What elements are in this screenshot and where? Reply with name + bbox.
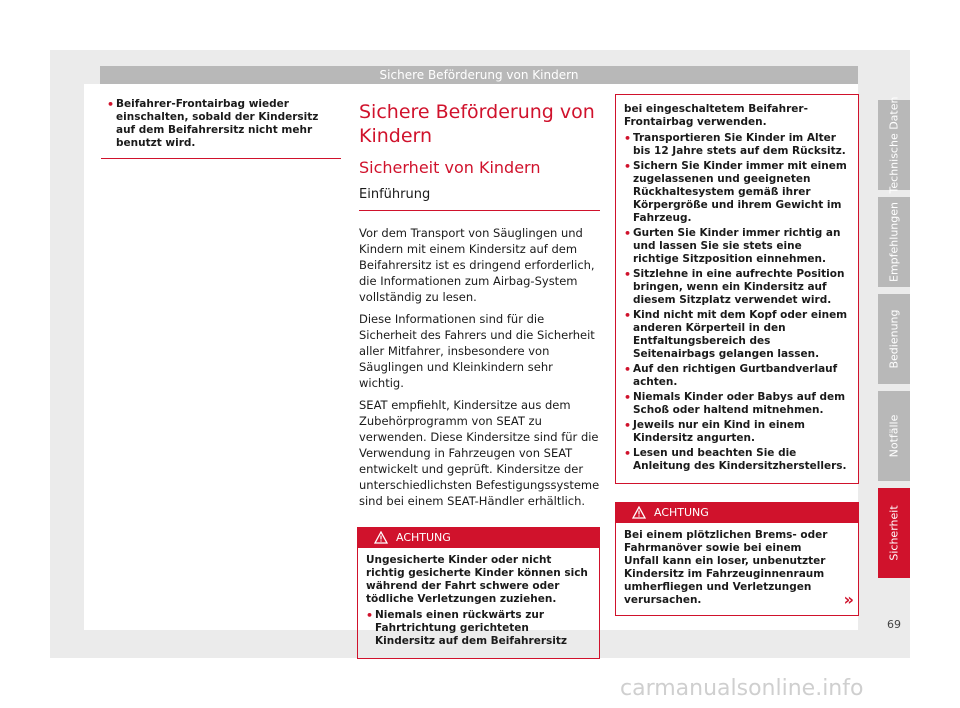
list-item: [624, 227, 850, 266]
bullet-icon: •: [624, 363, 632, 376]
bullet-text: Auf den richtigen Gurtbandverlauf achten.: [633, 363, 838, 388]
warning-body: [358, 548, 599, 658]
page-number: 69: [887, 618, 901, 631]
bullet-text: Sitzlehne in eine aufrechte Position bringen, wenn ein Kindersitz auf diesem Sitzplatz verwendet wird.: [633, 268, 845, 306]
bullet-icon: •: [624, 132, 632, 145]
warning-body: [616, 523, 858, 615]
tab-label: Bedienung: [887, 309, 901, 369]
warning-box: [615, 502, 859, 616]
column-left: [101, 94, 341, 159]
bullet-icon: •: [107, 98, 115, 111]
warning-triangle-icon: [374, 531, 388, 544]
bullet-text: Niemals einen rückwärts zur Fahrtrichtung gerichteten Kindersitz auf dem Beifahrersitz: [375, 609, 567, 647]
tab-sicherheit[interactable]: [878, 488, 910, 578]
list-item: [107, 98, 335, 150]
tab-empfehlungen[interactable]: [878, 197, 910, 287]
list-item: [366, 609, 591, 648]
list-item: [624, 132, 850, 158]
list-item: [624, 160, 850, 225]
warning-header: [358, 528, 599, 548]
intro-text: bei eingeschaltetem Beifahrer-Frontairbag verwenden.: [624, 103, 808, 128]
continue-arrow-icon: »: [843, 590, 854, 609]
tab-label: Technische Daten: [887, 96, 901, 194]
bullet-icon: •: [624, 160, 632, 173]
bullet-text: Lesen und beachten Sie die Anleitung des Kindersitzherstellers.: [633, 447, 847, 472]
paragraph: SEAT empfiehlt, Kindersitze aus dem Zubehörprogramm von SEAT zu verwenden. Diese Kindersitze sind für die Verwendung in Fahrzeugen von SEAT entwickelt und geprüft. Kindersitze der unterschiedlichsten Befestigungssysteme sind bei einem SEAT-Händler erhältlich.: [359, 398, 600, 508]
bullet-icon: •: [624, 309, 632, 322]
list-item: [624, 268, 850, 307]
bullet-text: Transportieren Sie Kinder im Alter bis 12 Jahre stets auf dem Rücksitz.: [633, 132, 846, 157]
warning-triangle-icon: [632, 506, 646, 519]
warning-text: Ungesicherte Kinder oder nicht richtig gesicherte Kinder können sich während der Fahrt schwere oder tödliche Verletzungen zuziehen.: [366, 554, 588, 605]
bullet-text: Niemals Kinder oder Babys auf dem Schoß oder haltend mitnehmen.: [633, 391, 846, 416]
subsubsection-title: Einführung: [359, 186, 600, 211]
bullet-icon: •: [624, 268, 632, 281]
section-title: Sichere Beförderung von Kindern: [359, 101, 595, 147]
column-right: [615, 94, 859, 616]
warning-continued-box: [615, 94, 859, 484]
chapter-header: Sichere Beförderung von Kindern: [100, 66, 858, 84]
bullet-text: Gurten Sie Kinder immer richtig an und lassen Sie sie stets eine richtige Sitzposition einnehmen.: [633, 227, 841, 265]
tab-notfaelle[interactable]: [878, 391, 910, 481]
bullet-icon: •: [624, 227, 632, 240]
tab-label: Empfehlungen: [887, 202, 901, 282]
warning-title: ACHTUNG: [654, 506, 709, 519]
warning-header: [616, 503, 858, 523]
list-item: [624, 309, 850, 361]
warning-title: ACHTUNG: [396, 531, 451, 544]
tab-label: Sicherheit: [887, 505, 901, 561]
bullet-text: Kind nicht mit dem Kopf oder einem anderen Körperteil in den Entfaltungsbereich des Seitenairbags gelangen lassen.: [633, 309, 848, 360]
bullet-text: Beifahrer-Frontairbag wieder einschalten, sobald der Kindersitz auf dem Beifahrersitz nicht mehr benutzt wird.: [116, 98, 319, 149]
paragraph: Diese Informationen sind für die Sicherheit des Fahrers und die Sicherheit aller Mitfahrer, insbesondere von Säuglingen und Kleinkindern sehr wichtig.: [359, 312, 595, 390]
watermark: carmanualsonline.info: [620, 676, 864, 701]
tab-technische-daten[interactable]: [878, 96, 910, 194]
bullet-text: Sichern Sie Kinder immer mit einem zugelassenen und geeigneten Rückhaltesystem gemäß ihrer Körpergröße und ihrem Gewicht im Fahrzeug.: [633, 160, 847, 224]
warning-box: [357, 527, 600, 659]
bullet-icon: •: [624, 391, 632, 404]
list-item: [624, 419, 850, 445]
paragraph: Vor dem Transport von Säuglingen und Kindern mit einem Kindersitz auf dem Beifahrersitz ist es dringend erforderlich, die Informationen zum Airbag-System vollständig zu lesen.: [359, 226, 595, 304]
list-item: [624, 391, 850, 417]
warning-text: Bei einem plötzlichen Brems- oder Fahrmanöver sowie bei einem Unfall kann ein loser, unbenutzter Kindersitz im Fahrzeuginnenraum umherfliegen und Verletzungen verursachen.: [624, 529, 828, 606]
list-item: [624, 447, 850, 473]
tab-bedienung[interactable]: [878, 294, 910, 384]
bullet-icon: •: [624, 419, 632, 432]
subsection-title: Sicherheit von Kindern: [359, 158, 541, 177]
bullet-text: Jeweils nur ein Kind in einem Kindersitz angurten.: [633, 419, 805, 444]
bullet-icon: •: [624, 447, 632, 460]
continued-bullet-box: [101, 94, 341, 159]
bullet-icon: •: [366, 609, 374, 622]
column-middle: [357, 94, 600, 659]
tab-label: Notfälle: [887, 414, 901, 458]
list-item: [624, 363, 850, 389]
